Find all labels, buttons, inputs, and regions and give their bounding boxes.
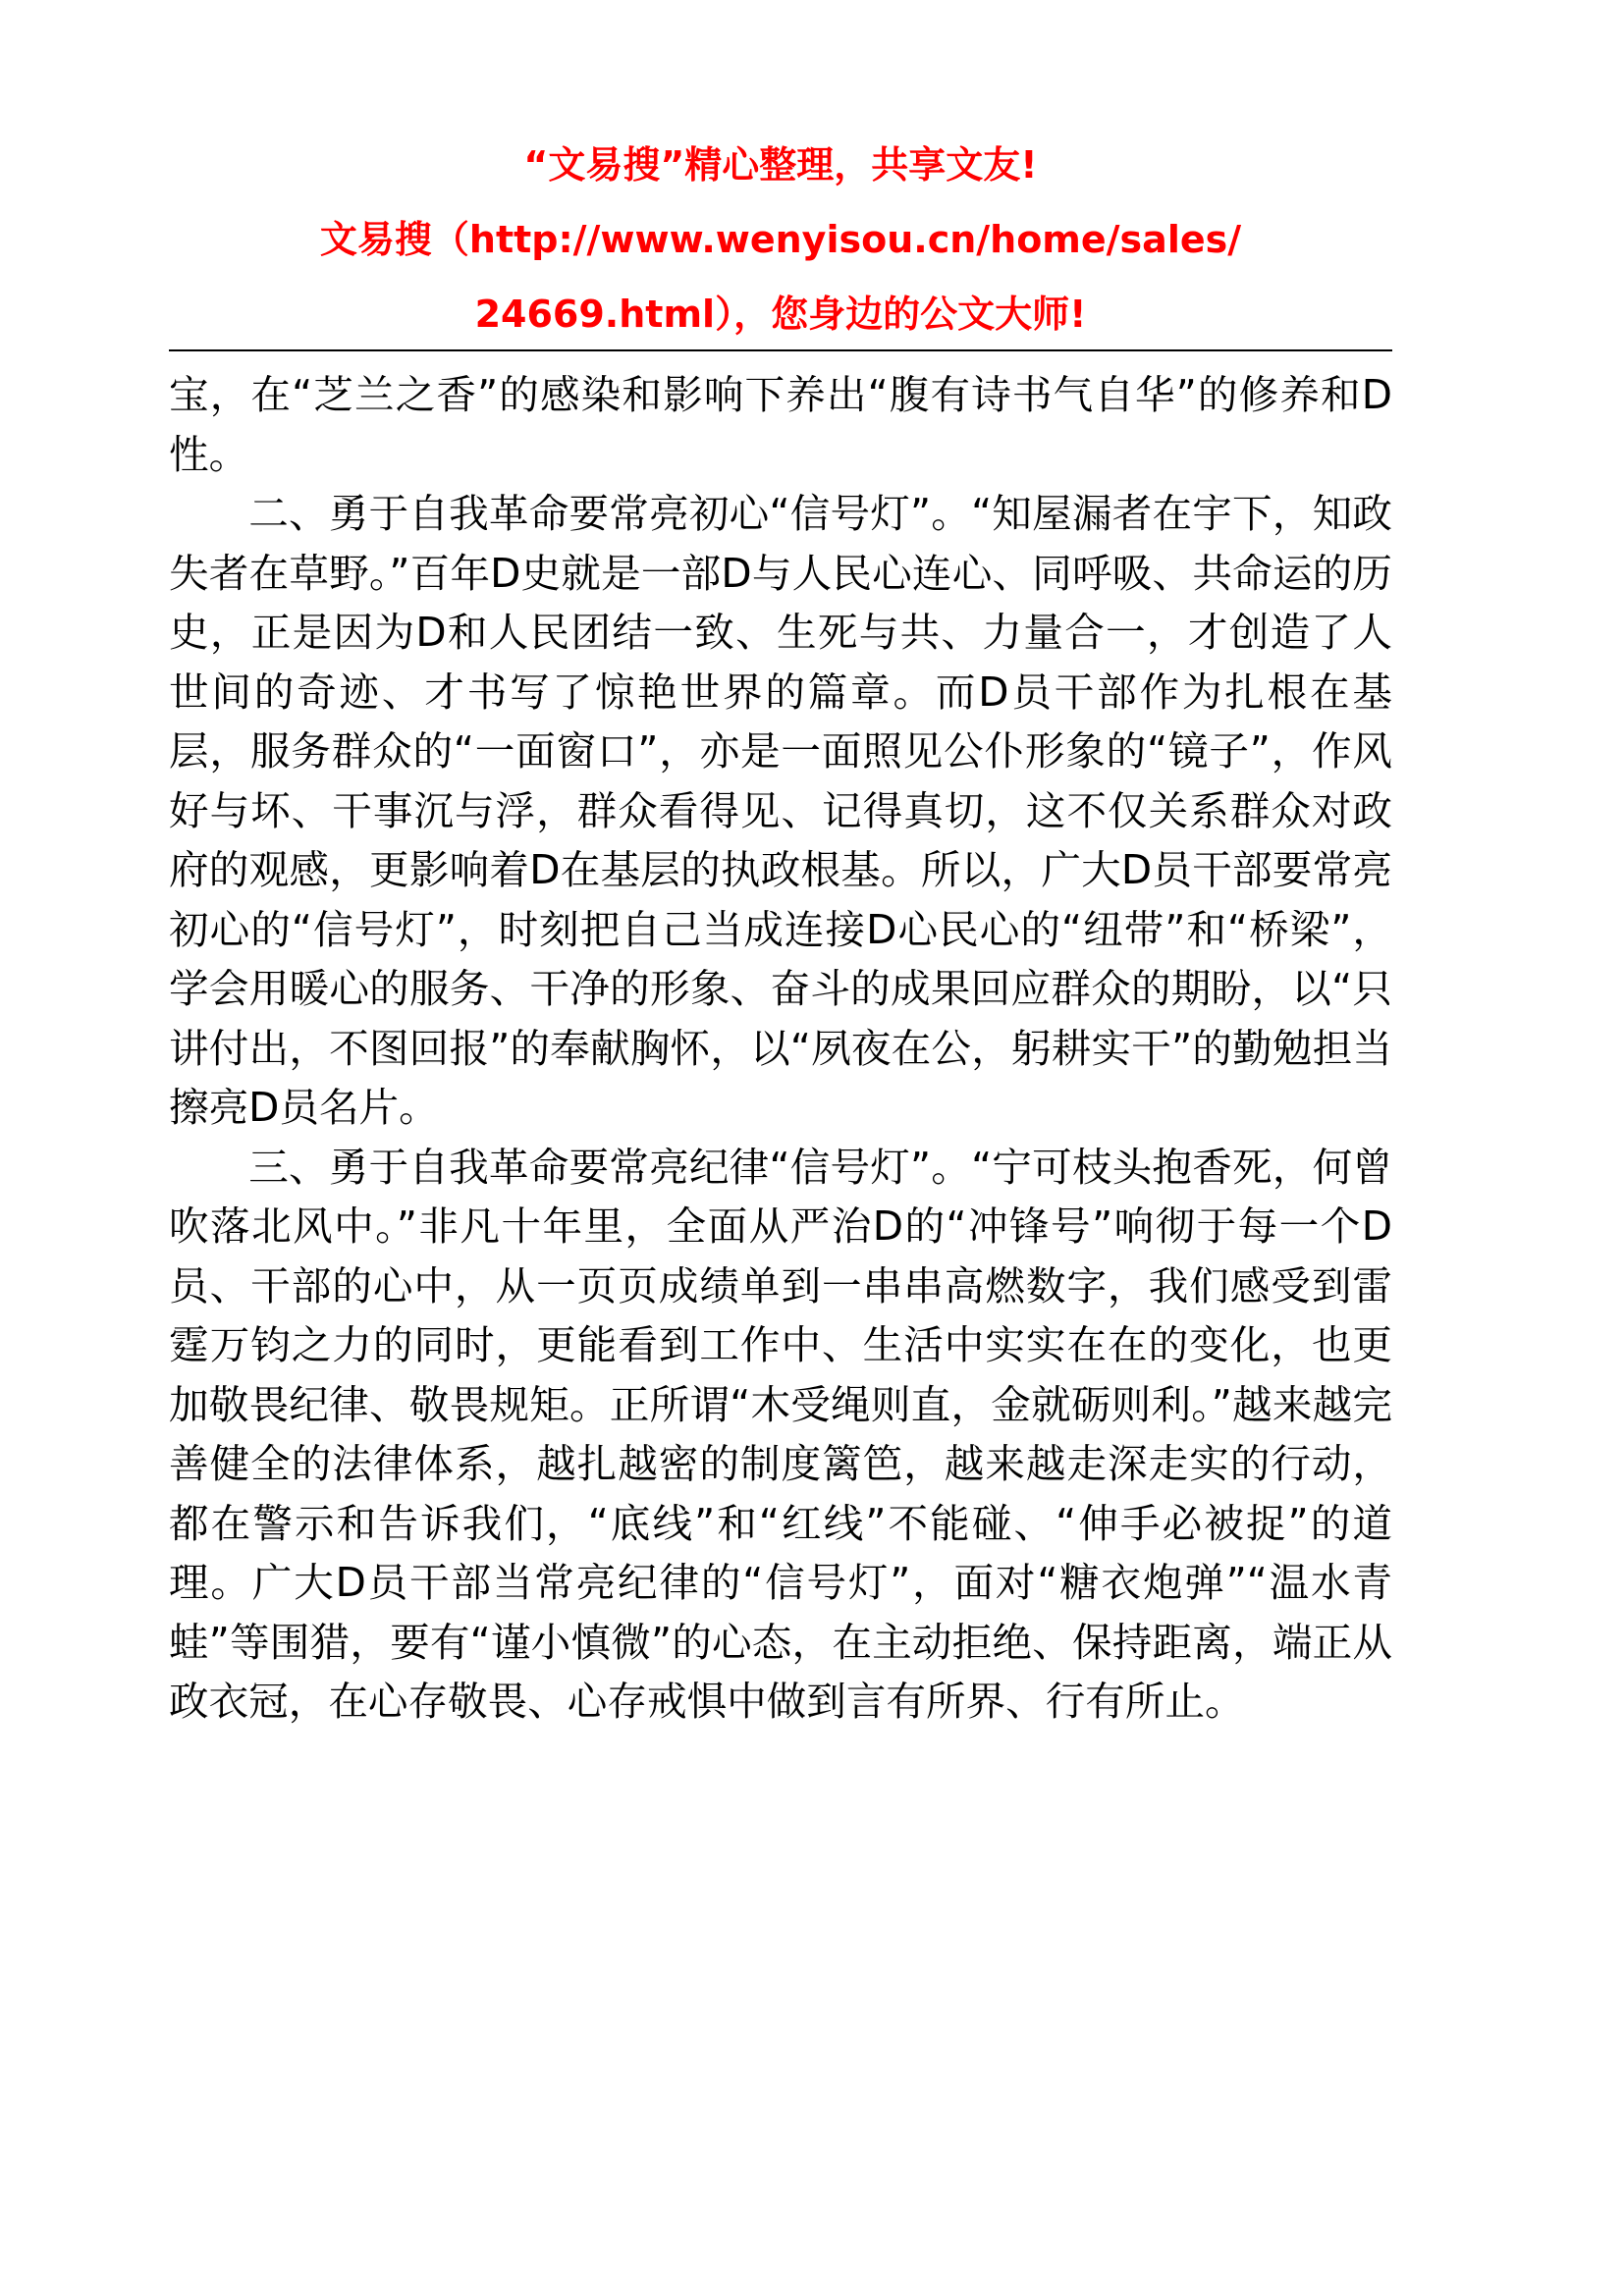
header-line-title: “文易搜”精心整理，共享文友! xyxy=(523,143,1038,187)
header-line-link-end: 24669.html），您身边的公文大师! xyxy=(474,293,1087,336)
document-body xyxy=(169,365,1392,1732)
header-line-link: 文易搜（http://www.wenyisou.cn/home/sales/ xyxy=(319,218,1242,261)
paragraph-section-three: 三、勇于自我革命要常亮纪律“信号灯”。“宁可枝头抱香死，何曾吹落北风中。”非凡十年里，全面从严治D的“冲锋号”响彻于每一个D员、干部的心中，从一页页成绩单到一串串高燃数字，我们感受到雷霆万钧之力的同时，更能看到工作中、生活中实实在在的变化，也更加敬畏纪律、敬畏规矩。正所谓“木受绳则直，金就砺则利。”越来越完善健全的法律体系，越扎越密的制度篱笆，越来越走深走实的行动，都在警示和告诉我们，“底线”和“红线”不能碰、“伸手必被捉”的道理。广大D员干部当常亮纪律的“信号灯”，面对“糖衣炮弹”“温水青蛙”等围猎，要有“谨小慎微”的心态，在主动拒绝、保持距离，端正从政衣冠，在心存敬畏、心存戒惧中做到言有所界、行有所止。 xyxy=(169,1143,1392,1725)
source-header xyxy=(169,128,1392,351)
header-divider xyxy=(169,349,1392,351)
paragraph-continued: 宝，在“芝兰之香”的感染和影响下养出“腹有诗书气自华”的修养和D性。 xyxy=(169,371,1392,478)
paragraph-section-two: 二、勇于自我革命要常亮初心“信号灯”。“知屋漏者在宇下，知政失者在草野。”百年D史就是一部D与人民心连心、同呼吸、共命运的历史，正是因为D和人民团结一致、生死与共、力量合一，才创造了人世间的奇迹、才书写了惊艳世界的篇章。而D员干部作为扎根在基层，服务群众的“一面窗口”，亦是一面照见公仆形象的“镜子”，作风好与坏、干事沉与浮，群众看得见、记得真切，这不仅关系群众对政府的观感，更影响着D在基层的执政根基。所以，广大D员干部要常亮初心的“信号灯”，时刻把自己当成连接D心民心的“纽带”和“桥梁”，学会用暖心的服务、干净的形象、奋斗的成果回应群众的期盼，以“只讲付出，不图回报”的奉献胸怀，以“夙夜在公，躬耕实干”的勤勉担当擦亮D员名片。 xyxy=(169,490,1392,1131)
